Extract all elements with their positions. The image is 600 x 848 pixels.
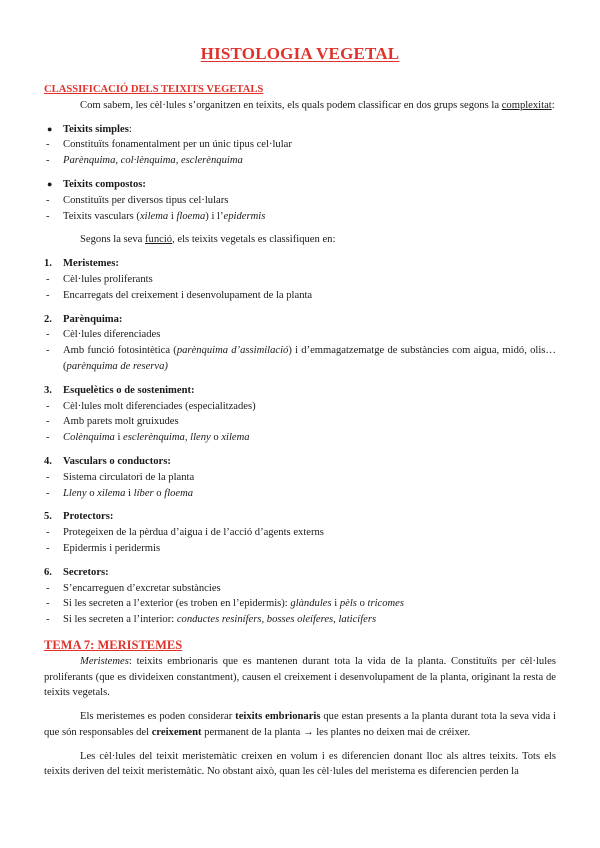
list-item: - Sistema circulatori de la planta (46, 471, 195, 483)
list-item: - Si les secreten a l’exterior (es troben en l’epidermis): glàndules i pèls o tricomes (46, 598, 404, 610)
group-heading: 1. Meristemes: (44, 258, 119, 270)
list-item: - Teixits vasculars (xilema i floema) i l’epidermis (46, 210, 266, 222)
list-item: - Encarregats del creixement i desenvolupament de la planta (46, 289, 313, 301)
list-item: - Colènquima i esclerènquima, lleny o xilema (46, 432, 250, 444)
list-item: - Epidermis i peridermis (46, 542, 161, 554)
list-item: - Cèl·lules proliferants (46, 273, 153, 285)
paragraph: Els meristemes es poden considerar teixits embrionaris que estan presents a la planta durant tota la seva vida i que són responsables del creixement permanent de la planta → les plantes no deixen mai de créixer. (44, 711, 557, 738)
group-heading: 3. Esquelètics o de sosteniment: (44, 384, 195, 396)
paragraph: Les cèl·lules del teixit meristemàtic creixen en volum i es diferencien donant lloc als altres teixits. Tots els teixits deriven del teixit meristemàtic. No obstant això, quan les cèl·lules del meristema es diferencien perden la (44, 750, 556, 778)
group-heading: 5. Protectors: (44, 511, 114, 523)
list-item: - Si les secreten a l’interior: conductes resinífers, bosses oleíferes, laticífers (46, 614, 377, 626)
list-item: - Cèl·lules molt diferenciades (especialitzades) (46, 400, 256, 412)
list-item: - Constituïts per diversos tipus cel·lulars (46, 194, 229, 206)
section-heading-meristems: TEMA 7: MERISTEMES (44, 637, 183, 652)
list-item: - Amb funció fotosintètica (parènquima d’assimilació) i d’emmagatzematge de substàncies com aigua, midó, olis… (parènquima de reserva) (46, 345, 556, 372)
document-body (44, 82, 556, 780)
page-title: HISTOLOGIA VEGETAL (200, 44, 400, 63)
list-item-compost: ● Teixits compostos: (47, 178, 146, 190)
list-item: - S’encarreguen d’excretar substàncies (46, 582, 221, 594)
list-item: - Constituïts fonamentalment per un únic tipus cel·lular (46, 139, 292, 151)
list-item-simple: ● Teixits simples: (47, 123, 132, 135)
list-item: - Parènquima, col·lènquima, esclerènquima (46, 155, 243, 167)
list-item: - Cèl·lules diferenciades (46, 329, 161, 341)
paragraph: Meristemes: teixits embrionaris que es mantenen durant tota la vida de la planta. Constituïts per cèl·lules proliferants (que es divideixen constantment), causen el creixement i desenvolupament de la planta, originant la resta de teixits vegetals. (44, 655, 556, 699)
group-heading: 6. Secretors: (44, 566, 109, 578)
list-item: - Protegeixen de la pèrdua d’aigua i de l’acció d’agents externs (46, 527, 324, 539)
group-heading: 4. Vasculars o conductors: (44, 455, 171, 467)
section-heading-classification: CLASSIFICACIÓ DELS TEIXITS VEGETALS (44, 84, 264, 95)
list-item: - Amb parets molt gruixudes (46, 416, 179, 428)
group-heading: 2. Parènquima: (44, 313, 123, 325)
intro-paragraph: Com sabem, les cèl·lules s’organitzen en teixits, els quals podem classificar en dos grups segons la complexitat: (80, 99, 555, 111)
function-paragraph: Segons la seva funció, els teixits vegetals es classifiquen en: (80, 234, 336, 246)
list-item: - Lleny o xilema i líber o floema (46, 487, 194, 499)
